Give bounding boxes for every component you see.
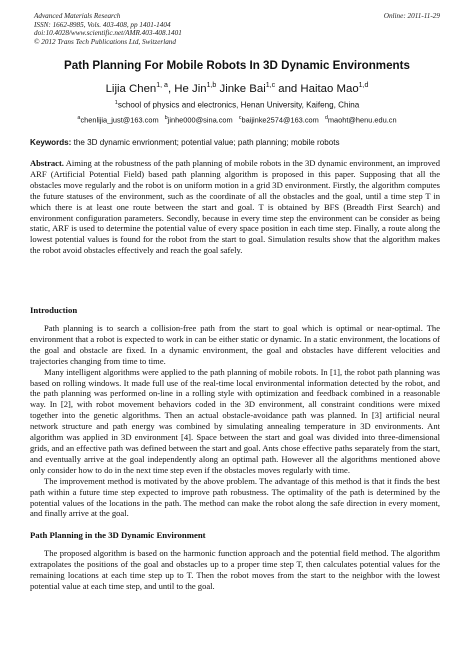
abstract-paragraph — [30, 158, 440, 256]
author-affil-sup: 1,c — [265, 82, 276, 89]
author-list — [30, 82, 444, 95]
author-separator: and — [275, 82, 301, 95]
abstract — [30, 158, 440, 256]
author-name: Jinke Bai — [219, 82, 266, 95]
author-separator: , — [167, 82, 175, 95]
email-list — [30, 115, 444, 124]
section-heading-path-planning: Path Planning in the 3D Dynamic Environment — [30, 530, 206, 540]
paragraph: The improvement method is motivated by the above problem. The advantage of this method is that it finds the best path within a future time step expected to improve path robustness. The optimality of the path is determined by the potential values of the locations in the path. The method can make the robot along the safe direction in every moment, and finally arrive at the goal. — [30, 475, 440, 519]
affiliation-text: school of physics and electronics, Henan University, Kaifeng, China — [117, 100, 360, 110]
paragraph: Path planning is to search a collision-free path from the start to goal which is optimal or near-optimal. The environment that a robot is expected to work in can be either static or dynamic. In a static environment, the locations of the goal and obstacle are fixed. In a dynamic environment, the goal and obstacles have different velocities and trajectories changing from time to time. — [30, 323, 440, 366]
affiliation-sup: 1 — [114, 100, 118, 106]
section-heading-introduction: Introduction — [30, 305, 78, 315]
copyright-line: © 2012 Trans Tech Publications Ltd, Switzerland — [34, 37, 176, 46]
paragraph: The proposed algorithm is based on the harmonic function approach and the potential field method. The algorithm extrapolates the positions of the goal and obstacles up to a proper time step T, then calculates potential values for the remaining locations at each time step up to T. Then the robot moves from the start to the neighbor with the lowest potential value at each time step, and until to the goal. — [30, 548, 440, 591]
affiliation — [30, 100, 444, 110]
doi-line: doi:10.4028/www.scientific.net/AMR.403-408.1401 — [34, 29, 182, 38]
paper-title: Path Planning For Mobile Robots In 3D Dynamic Environments — [64, 59, 410, 72]
online-date: Online: 2011-11-29 — [383, 12, 440, 20]
author-affil-sup: 1,b — [206, 82, 217, 89]
email-address[interactable]: jinhe000@sina.com — [167, 115, 233, 125]
author-affil-sup: 1,d — [358, 82, 369, 89]
abstract-label: Abstract. — [30, 158, 64, 168]
email-sup: d — [324, 115, 328, 121]
author-name: He Jin — [174, 82, 207, 95]
email-address[interactable]: baijinke2574@163.com — [241, 115, 319, 125]
keywords-text: the 3D dynamic envrionment; potential value; path planning; mobile robots — [73, 138, 340, 147]
keywords-label: Keywords: — [30, 138, 72, 147]
email-address[interactable]: maoht@henu.edu.cn — [327, 115, 397, 125]
introduction-body — [30, 323, 440, 519]
path-planning-body — [30, 548, 440, 592]
author-name: Haitao Mao — [300, 82, 359, 95]
email-address[interactable]: chenlijia_just@163.com — [80, 115, 159, 125]
issn-line: ISSN: 1662-8985, Vols. 403-408, pp 1401-1404 — [34, 20, 171, 29]
author-name: Lijia Chen — [105, 82, 157, 95]
keywords — [30, 138, 444, 147]
email-sup: b — [164, 115, 168, 121]
journal-header — [34, 12, 440, 46]
abstract-text: Aiming at the robustness of the path planning of mobile robots in the 3D dynamic environment, an improved ARF (Artificial Potential Field) based path planning algorithm is proposed in this paper. Supposing that all the obstacles move regularly and the robot is on uniform motion in a grid 3D environment. Firstly, the algorithm computes the future statuses of the environment, such as the coordinate of all the obstacles and the goal, until a time step T in which there is at least one route between the start and goal. T is obtained by BFS (Breadth First Search) and environment configuration parameters. Secondly, because in every time step the environment can be consider as being static, ARF is used to determine the potential value of every space position in each time step. Finally, a route along the lowest potential values is found for the robot from the start to goal. Simulation results show that the algorithm makes the robot avoid obstacles effectively and reach the goal safely. — [30, 158, 440, 256]
email-sup: c — [238, 115, 242, 121]
email-sup: a — [77, 115, 81, 121]
journal-name: Advanced Materials Research — [34, 12, 121, 20]
paragraph: Many intelligent algorithms were applied to the path planning of mobile robots. In [1], the robot path planning was based on rolling windows. It made full use of the real-time local environmental information detected by the robot, and the path planning was performed on-line in a rolling style with optimization and feedback combined in a reasonable way. In [2], with robot movement behaviors coded in the 3D environment, all constraint conditions were mixed together into the genetic algorithms. Then an actual obstacle-avoidance path was planned. In [3] artificial neural network structure and path energy was combined by simulating annealing temperature in 3D environments. Ant algorithm was applied in 3D environment [4]. Space between the start and goal was divided into three-dimensional grids, and an effective path was defined between the start and goal. Ants chose effective paths separately from the start, and eventually arrive at the goal independently along an optimal path. However all the algorithms mentioned above only consider how to do in the next time step even if the obstacles moves regularly with time. — [30, 366, 440, 475]
author-affil-sup: 1, a — [156, 82, 168, 89]
